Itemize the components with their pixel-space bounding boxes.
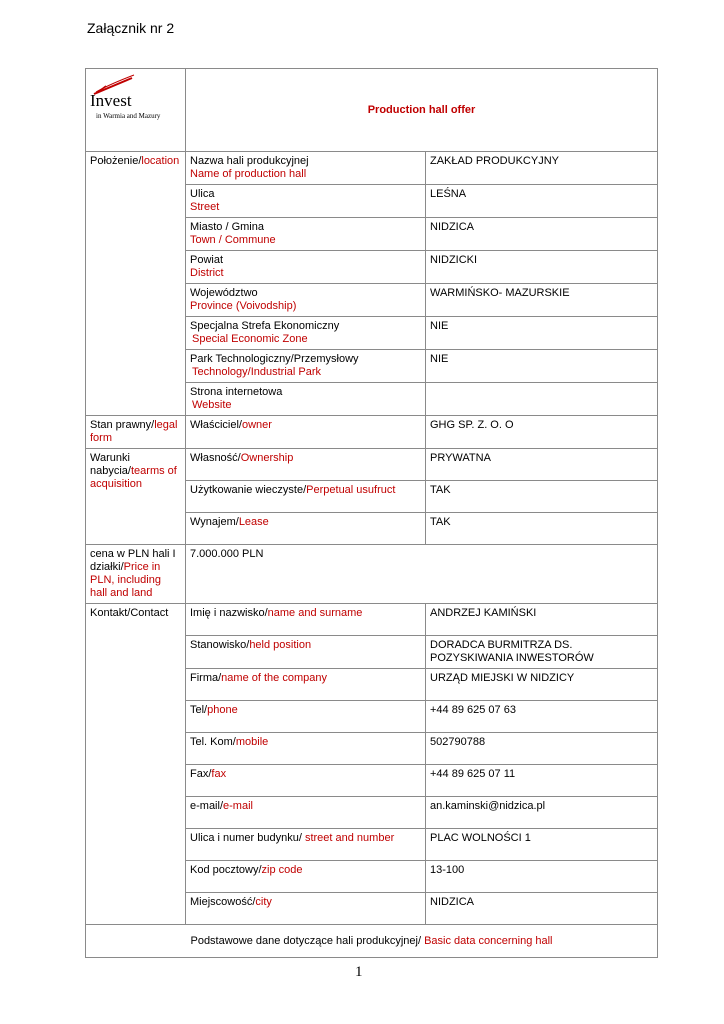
- section-legal: Stan prawny/legal form: [86, 416, 186, 449]
- field-value: 502790788: [426, 733, 658, 765]
- header-row: [86, 69, 658, 152]
- table-row: [86, 604, 658, 636]
- field-label: Nazwa hali produkcyjnej Name of production hall: [186, 152, 426, 185]
- field-value: TAK: [426, 513, 658, 545]
- field-label: Kod pocztowy/zip code: [186, 861, 426, 893]
- field-value: ANDRZEJ KAMIŃSKI: [426, 604, 658, 636]
- field-label: Powiat District: [186, 251, 426, 284]
- field-value: DORADCA BURMITRZA DS. POZYSKIWANIA INWESTORÓW: [426, 636, 658, 669]
- field-label: Województwo Province (Voivodship): [186, 284, 426, 317]
- attachment-label: Załącznik nr 2: [87, 20, 175, 36]
- field-label: Park Technologiczny/Przemysłowy Technology/Industrial Park: [186, 350, 426, 383]
- field-label: Stanowisko/held position: [186, 636, 426, 669]
- field-value: ZAKŁAD PRODUKCYJNY: [426, 152, 658, 185]
- field-label: Fax/fax: [186, 765, 426, 797]
- field-value: 13-100: [426, 861, 658, 893]
- field-label: Właściciel/owner: [186, 416, 426, 449]
- section-location: Położenie/location: [86, 152, 186, 416]
- table-row: [86, 449, 658, 481]
- offer-table: [85, 68, 658, 958]
- page-title: Production hall offer: [186, 69, 658, 152]
- field-label: Użytkowanie wieczyste/Perpetual usufruct: [186, 481, 426, 513]
- section-contact: Kontakt/Contact: [86, 604, 186, 925]
- page-number: 1: [355, 964, 363, 980]
- field-label: Miejscowość/city: [186, 893, 426, 925]
- field-label: Ulica i numer budynku/ street and number: [186, 829, 426, 861]
- field-label: Tel/phone: [186, 701, 426, 733]
- logo-word: Invest: [90, 91, 132, 110]
- table-row: [86, 152, 658, 185]
- invest-logo: [90, 72, 190, 132]
- field-value: NIDZICKI: [426, 251, 658, 284]
- field-label: Specjalna Strefa Ekonomiczny Special Economic Zone: [186, 317, 426, 350]
- field-value: +44 89 625 07 11: [426, 765, 658, 797]
- field-value: GHG SP. Z. O. O: [426, 416, 658, 449]
- field-value: WARMIŃSKO- MAZURSKIE: [426, 284, 658, 317]
- field-value: NIDZICA: [426, 218, 658, 251]
- field-label: Miasto / Gmina Town / Commune: [186, 218, 426, 251]
- field-label: Strona internetowa Website: [186, 383, 426, 416]
- field-label: e-mail/e-mail: [186, 797, 426, 829]
- field-label: Firma/name of the company: [186, 669, 426, 701]
- field-value: TAK: [426, 481, 658, 513]
- field-value: an.kaminski@nidzica.pl: [426, 797, 658, 829]
- table-footer: Podstawowe dane dotyczące hali produkcyjnej/ Basic data concerning hall: [86, 925, 658, 958]
- field-value: +44 89 625 07 63: [426, 701, 658, 733]
- field-label: Wynajem/Lease: [186, 513, 426, 545]
- field-value: NIE: [426, 317, 658, 350]
- section-acquisition: Warunki nabycia/tearms of acquisition: [86, 449, 186, 545]
- price-value: 7.000.000 PLN: [186, 545, 658, 604]
- field-value: PLAC WOLNOŚCI 1: [426, 829, 658, 861]
- logo-tagline: in Warmia and Mazury: [96, 112, 161, 120]
- field-value: NIE: [426, 350, 658, 383]
- field-value: URZĄD MIEJSKI W NIDZICY: [426, 669, 658, 701]
- table-row: [86, 545, 658, 604]
- field-label: Ulica Street: [186, 185, 426, 218]
- logo-cell: [86, 69, 186, 152]
- table-row: [86, 416, 658, 449]
- field-value: PRYWATNA: [426, 449, 658, 481]
- field-label: Tel. Kom/mobile: [186, 733, 426, 765]
- field-value: [426, 383, 658, 416]
- field-value: LEŚNA: [426, 185, 658, 218]
- field-value: NIDZICA: [426, 893, 658, 925]
- field-label: Imię i nazwisko/name and surname: [186, 604, 426, 636]
- field-label: Własność/Ownership: [186, 449, 426, 481]
- footer-row: [86, 925, 658, 958]
- section-price: cena w PLN hali I działki/Price in PLN, including hall and land: [86, 545, 186, 604]
